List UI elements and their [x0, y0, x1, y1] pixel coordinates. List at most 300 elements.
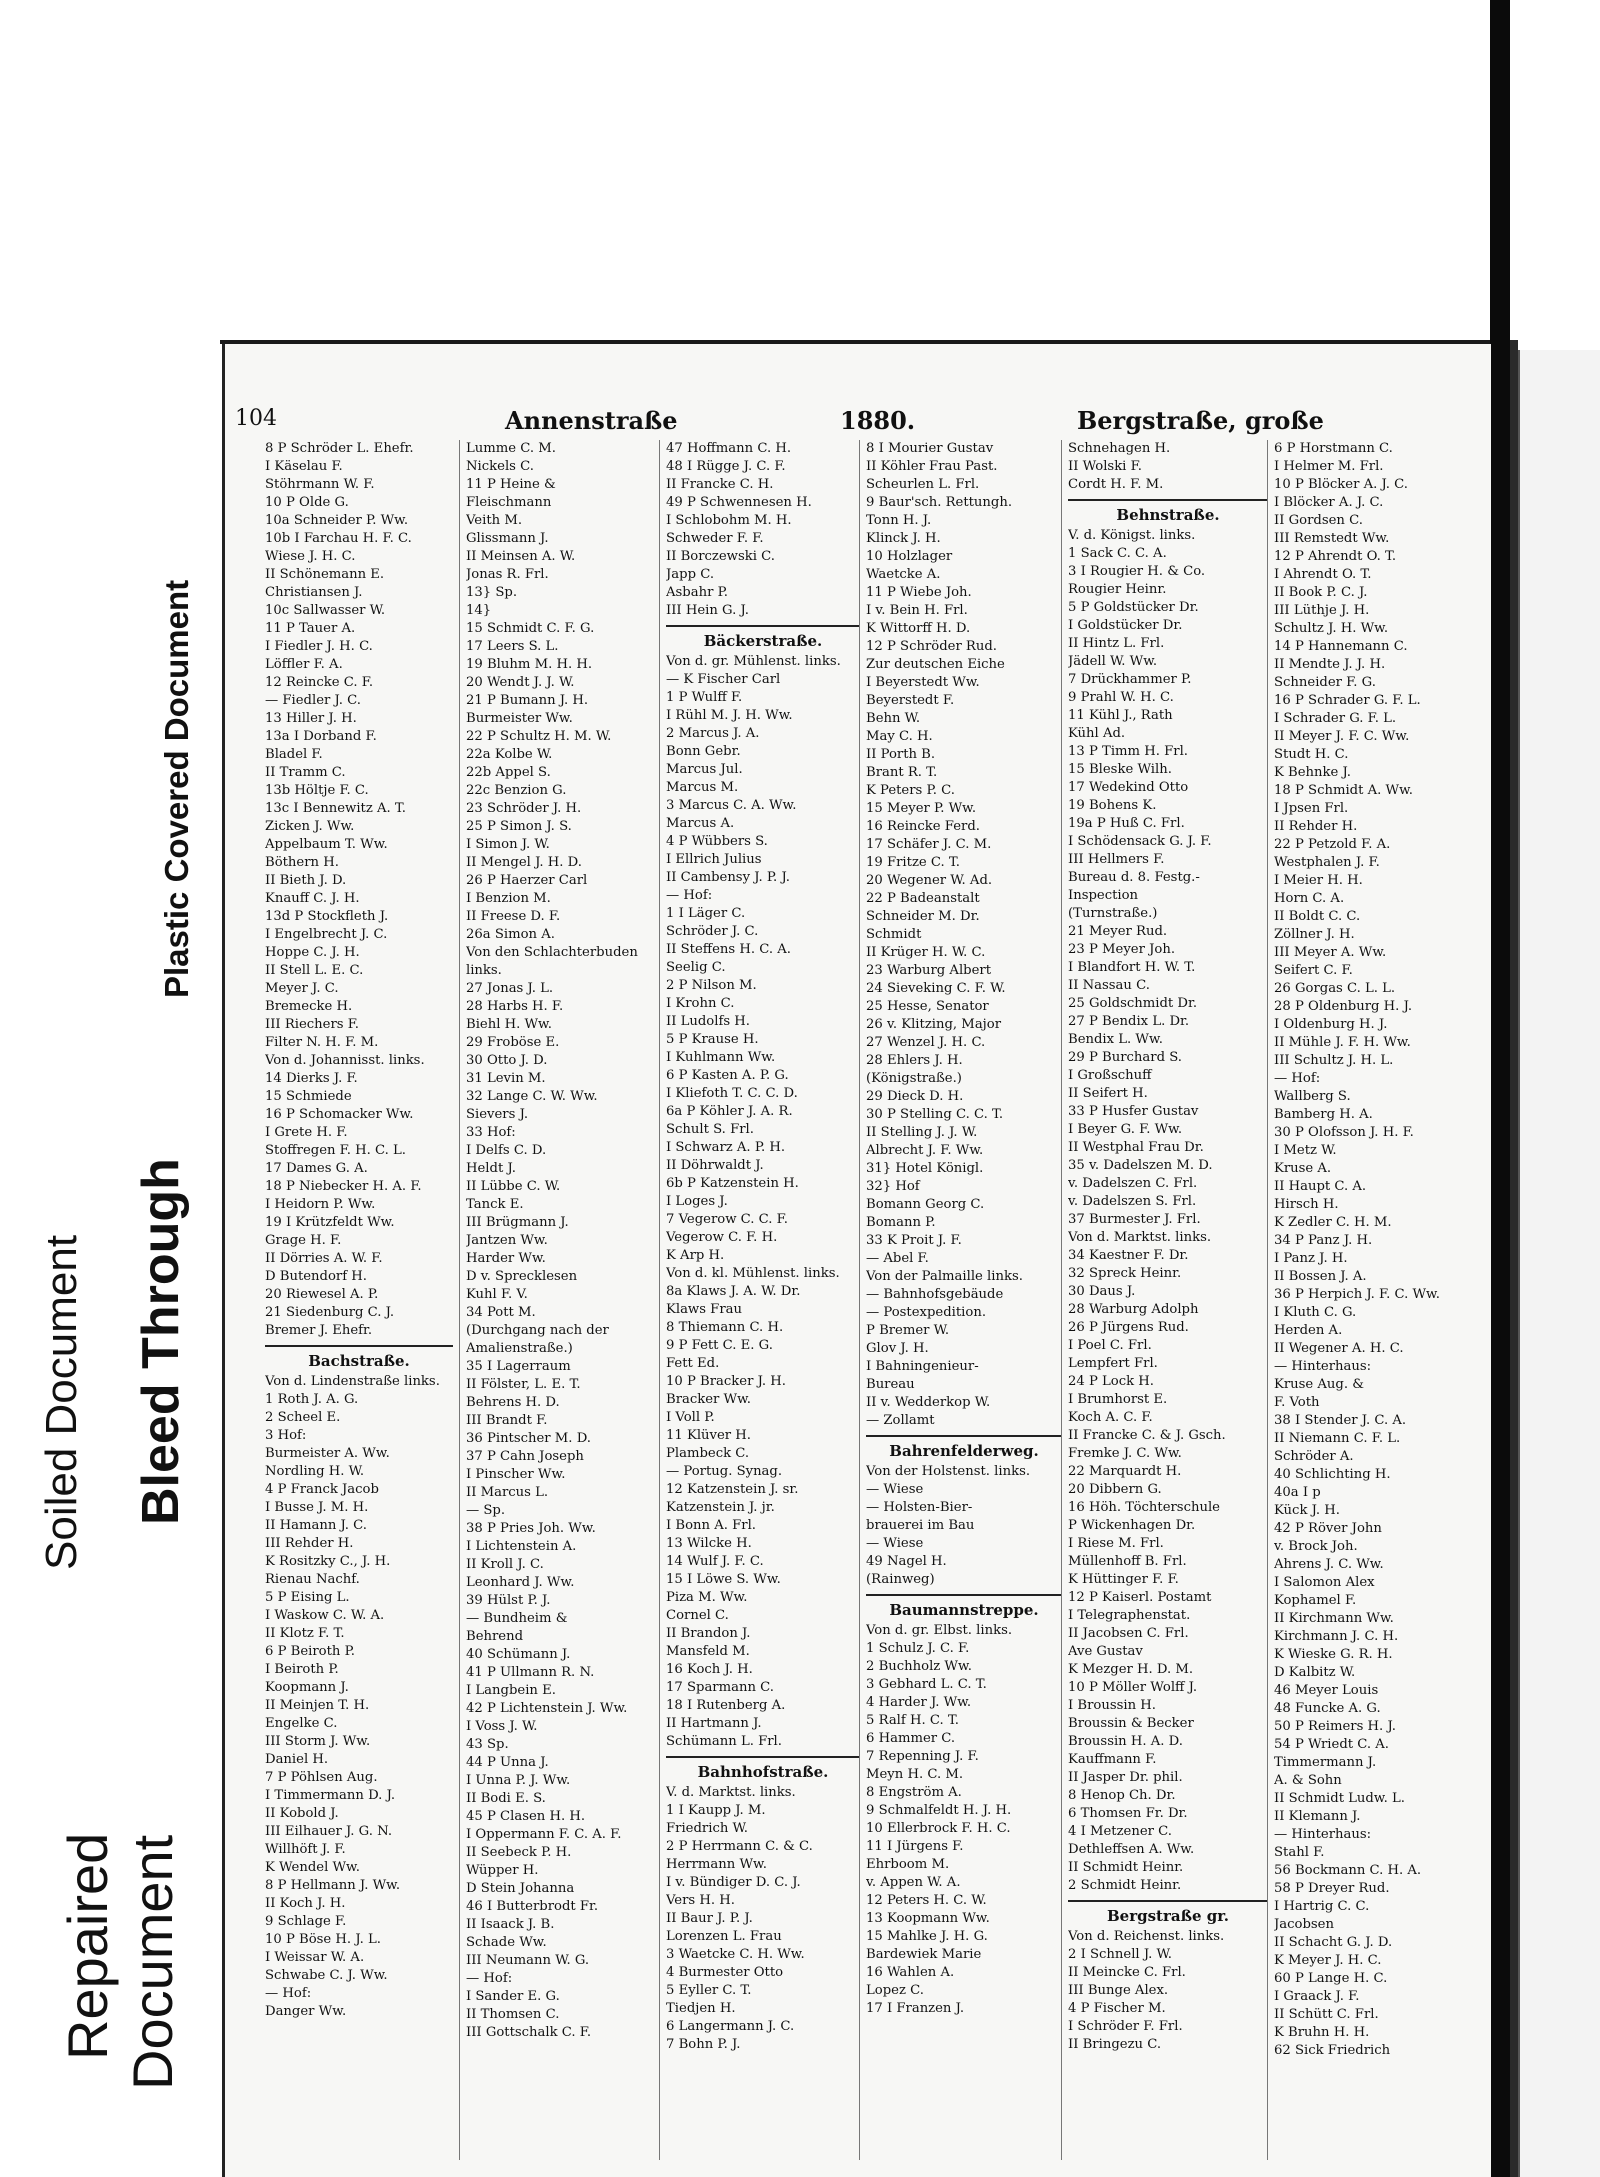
directory-entry: Kauffmann F. — [1068, 1752, 1157, 1767]
directory-entry: 40a I p — [1274, 1485, 1321, 1500]
directory-entry: Biehl H. Ww. — [466, 1017, 552, 1032]
directory-entry: D Stein Johanna — [466, 1881, 575, 1896]
directory-entry: 2 Buchholz Ww. — [866, 1659, 972, 1674]
directory-entry: — Portug. Synag. — [666, 1464, 783, 1479]
directory-entry: II Lübbe C. W. — [466, 1179, 561, 1194]
directory-entry: 20 Wegener W. Ad. — [866, 873, 993, 888]
directory-entry: I Engelbrecht J. C. — [265, 927, 388, 942]
directory-entry: 6 P Kasten A. P. G. — [666, 1068, 789, 1083]
directory-entry: 8 P Schröder L. Ehefr. — [265, 441, 414, 456]
directory-entry: II Koch J. H. — [265, 1896, 346, 1911]
directory-entry: 20 Riewesel A. P. — [265, 1287, 379, 1302]
directory-entry: 27 Jonas J. L. — [466, 981, 554, 996]
directory-entry: Filter N. H. F. M. — [265, 1035, 379, 1050]
directory-entry: Fett Ed. — [666, 1356, 720, 1371]
directory-entry: 22 P Petzold F. A. — [1274, 837, 1391, 852]
directory-entry: K Zedler C. H. M. — [1274, 1215, 1392, 1230]
directory-entry: Stahl F. — [1274, 1845, 1325, 1860]
directory-entry: 7 Drückhammer P. — [1068, 672, 1192, 687]
label-repaired-line1: Repaired — [56, 1832, 119, 2060]
directory-entry: Katzenstein J. jr. — [666, 1500, 775, 1515]
directory-entry: 4 Burmester Otto — [666, 1965, 784, 1980]
directory-entry: 2 P Nilson M. — [666, 978, 757, 993]
directory-entry: II Schacht G. J. D. — [1274, 1935, 1393, 1950]
directory-entry: — Sp. — [466, 1503, 506, 1518]
directory-entry: 23 Warburg Albert — [866, 963, 992, 978]
directory-entry: 10 P Möller Wolff J. — [1068, 1680, 1198, 1695]
directory-entry: — Postexpedition. — [866, 1305, 987, 1320]
directory-entry: K Wieske G. R. H. — [1274, 1647, 1393, 1662]
directory-entry: Wüpper H. — [466, 1863, 539, 1878]
directory-entry: II Seifert H. — [1068, 1086, 1148, 1101]
directory-entry: III Remstedt Ww. — [1274, 531, 1390, 546]
directory-entry: v. Appen W. A. — [866, 1875, 961, 1890]
directory-entry: 36 P Herpich J. F. C. Ww. — [1274, 1287, 1440, 1302]
directory-entry: 16 P Schrader G. F. L. — [1274, 693, 1421, 708]
directory-entry: 3 Hof: — [265, 1428, 307, 1443]
directory-entry: Willhöft J. F. — [265, 1842, 346, 1857]
directory-entry: Mansfeld M. — [666, 1644, 750, 1659]
directory-entry: 10 Holzlager — [866, 549, 953, 564]
directory-entry: Von der Palmaille links. — [866, 1269, 1023, 1284]
directory-entry: II Meincke C. Frl. — [1068, 1965, 1186, 1980]
directory-entry: Lopez C. — [866, 1983, 924, 1998]
directory-entry: Von d. Lindenstraße links. — [265, 1374, 440, 1389]
directory-entry: K Wendel Ww. — [265, 1860, 360, 1875]
directory-entry: — Wiese — [866, 1536, 924, 1551]
directory-entry: 34 Kaestner F. Dr. — [1068, 1248, 1189, 1263]
directory-entry: v. Brock Joh. — [1274, 1539, 1358, 1554]
directory-entry: Lempfert Frl. — [1068, 1356, 1158, 1371]
directory-entry: Bureau — [866, 1377, 915, 1392]
street-heading: Behnstraße. — [1068, 499, 1268, 524]
directory-entry: II Ludolfs H. — [666, 1014, 750, 1029]
directory-entry: (Rainweg) — [866, 1572, 935, 1587]
directory-entry: 33 Hof: — [466, 1125, 516, 1140]
directory-entry: 2 I Schnell J. W. — [1068, 1947, 1172, 1962]
directory-entry: Grage H. F. — [265, 1233, 342, 1248]
directory-entry: Burmeister A. Ww. — [265, 1446, 390, 1461]
directory-entry: Von d. gr. Mühlenst. links. — [666, 654, 841, 669]
directory-entry: Behrend — [466, 1629, 524, 1644]
directory-entry: 22 P Schultz H. M. W. — [466, 729, 612, 744]
directory-entry: 31 Levin M. — [466, 1071, 546, 1086]
directory-entry: Behrens H. D. — [466, 1395, 560, 1410]
directory-entry: — Hof: — [666, 888, 713, 903]
directory-entry: 15 Bleske Wilh. — [1068, 762, 1172, 777]
directory-entry: I Schröder F. Frl. — [1068, 2019, 1183, 2034]
directory-entry: 8 Engström A. — [866, 1785, 962, 1800]
directory-entry: 14 Dierks J. F. — [265, 1071, 358, 1086]
directory-entry: II Wegener A. H. C. — [1274, 1341, 1404, 1356]
directory-entry: (Königstraße.) — [866, 1071, 962, 1086]
directory-entry: 32} Hof — [866, 1179, 920, 1194]
directory-entry: 5 P Krause H. — [666, 1032, 759, 1047]
directory-entry: II Meinsen A. W. — [466, 549, 576, 564]
directory-entry: 28 P Oldenburg H. J. — [1274, 999, 1413, 1014]
directory-entry: Hirsch H. — [1274, 1197, 1339, 1212]
directory-entry: Stoffregen F. H. C. L. — [265, 1143, 406, 1158]
directory-entry: 22a Kolbe W. — [466, 747, 553, 762]
directory-entry: II Bieth J. D. — [265, 873, 347, 888]
column-2 — [459, 440, 660, 2160]
street-heading: Bergstraße gr. — [1068, 1900, 1268, 1925]
directory-entry: 1 Roth J. A. G. — [265, 1392, 359, 1407]
directory-entry: Hoppe C. J. H. — [265, 945, 360, 960]
directory-entry: Vegerow C. F. H. — [666, 1230, 778, 1245]
directory-entry: I Poel C. Frl. — [1068, 1338, 1152, 1353]
directory-entry: I v. Bündiger D. C. J. — [666, 1875, 801, 1890]
directory-entry: Von d. Reichenst. links. — [1068, 1929, 1225, 1944]
directory-entry: 13 Wilcke H. — [666, 1536, 752, 1551]
directory-entry: I Sander E. G. — [466, 1989, 560, 2004]
directory-entry: 11 Klüver H. — [666, 1428, 751, 1443]
directory-entry: Brant R. T. — [866, 765, 938, 780]
directory-entry: II Bringezu C. — [1068, 2037, 1162, 2052]
directory-entry: — Wiese — [866, 1482, 924, 1497]
directory-entry: 60 P Lange H. C. — [1274, 1971, 1388, 1986]
directory-entry: — Hof: — [466, 1971, 513, 1986]
directory-entry: 26 v. Klitzing, Major — [866, 1017, 1002, 1032]
directory-entry: 11 P Tauer A. — [265, 621, 356, 636]
directory-entry: II Haupt C. A. — [1274, 1179, 1367, 1194]
directory-entry: I Goldstücker Dr. — [1068, 618, 1183, 633]
directory-entry: Klinck J. H. — [866, 531, 941, 546]
directory-entry: 13 Koopmann Ww. — [866, 1911, 990, 1926]
directory-entry: Knauff C. J. H. — [265, 891, 360, 906]
directory-entry: Koch A. C. F. — [1068, 1410, 1153, 1425]
directory-entry: Seifert C. F. — [1274, 963, 1353, 978]
directory-entry: 4 P Franck Jacob — [265, 1482, 379, 1497]
directory-entry: 38 P Pries Joh. Ww. — [466, 1521, 596, 1536]
directory-entry: II Seebeck P. H. — [466, 1845, 572, 1860]
directory-entry: II Schmidt Heinr. — [1068, 1860, 1184, 1875]
directory-entry: 54 P Wriedt C. A. — [1274, 1737, 1389, 1752]
directory-entry: II Niemann C. F. L. — [1274, 1431, 1401, 1446]
directory-entry: 31} Hotel Königl. — [866, 1161, 984, 1176]
directory-entry: Ahrens J. C. Ww. — [1274, 1557, 1384, 1572]
directory-entry: II Wolski F. — [1068, 459, 1142, 474]
directory-entry: 2 Marcus J. A. — [666, 726, 760, 741]
directory-entry: Glissmann J. — [466, 531, 549, 546]
directory-entry: 49 P Schwennesen H. — [666, 495, 812, 510]
directory-entry: 37 Burmester J. Frl. — [1068, 1212, 1201, 1227]
directory-entry: II Bodi E. S. — [466, 1791, 546, 1806]
directory-entry: 24 Sieveking C. F. W. — [866, 981, 1006, 996]
page-year: 1880. — [840, 406, 916, 435]
directory-entry: I Blandfort H. W. T. — [1068, 960, 1196, 975]
directory-entry: Bomann Georg C. — [866, 1197, 985, 1212]
directory-entry: Kruse A. — [1274, 1161, 1332, 1176]
directory-entry: Dethleffsen A. Ww. — [1068, 1842, 1195, 1857]
directory-entry: I Grete H. F. — [265, 1125, 348, 1140]
directory-entry: 34 Pott M. — [466, 1305, 536, 1320]
directory-entry: 20 Dibbern G. — [1068, 1482, 1162, 1497]
directory-entry: 15 Schmidt C. F. G. — [466, 621, 595, 636]
directory-entry: I Beiroth P. — [265, 1662, 339, 1677]
directory-entry: II Thomsen C. — [466, 2007, 560, 2022]
directory-entry: 12 Reincke C. F. — [265, 675, 374, 690]
directory-entry: I Graack J. F. — [1274, 1989, 1360, 2004]
directory-entry: I Helmer M. Frl. — [1274, 459, 1384, 474]
directory-entry: — K Fischer Carl — [666, 672, 781, 687]
directory-entry: Schröder J. C. — [666, 924, 759, 939]
directory-entry: Waetcke A. — [866, 567, 941, 582]
directory-entry: 14} — [466, 603, 492, 618]
directory-entry: II Krüger H. W. C. — [866, 945, 986, 960]
gutter-shadow — [1490, 0, 1510, 2177]
directory-entry: II Jasper Dr. phil. — [1068, 1770, 1183, 1785]
directory-entry: links. — [466, 963, 502, 978]
directory-entry: Von d. gr. Elbst. links. — [866, 1623, 1013, 1638]
directory-entry: Beyerstedt F. — [866, 693, 955, 708]
label-soiled-document: Soiled Document — [37, 1234, 86, 1570]
directory-entry: Meyer J. C. — [265, 981, 339, 996]
directory-entry: 5 Ralf H. C. T. — [866, 1713, 959, 1728]
directory-entry: Fremke J. C. Ww. — [1068, 1446, 1182, 1461]
directory-entry: 62 Sick Friedrich — [1274, 2043, 1391, 2058]
street-heading: Bahnhofstraße. — [666, 1756, 860, 1781]
directory-entry: 2 Scheel E. — [265, 1410, 341, 1425]
directory-entry: D v. Sprecklesen — [466, 1269, 578, 1284]
directory-entry: 16 Höh. Töchterschule — [1068, 1500, 1220, 1515]
directory-entry: 10 P Bracker J. H. — [666, 1374, 786, 1389]
directory-entry: P Wickenhagen Dr. — [1068, 1518, 1196, 1533]
directory-entry: 6a P Köhler J. A. R. — [666, 1104, 793, 1119]
directory-entry: 19 Fritze C. T. — [866, 855, 960, 870]
directory-entry: 22c Benzion G. — [466, 783, 567, 798]
label-repaired-line2: Document — [121, 1834, 184, 2090]
directory-entry: brauerei im Bau — [866, 1518, 975, 1533]
directory-entry: Harder Ww. — [466, 1251, 546, 1266]
directory-entry: Cornel C. — [666, 1608, 729, 1623]
directory-entry: 17 I Franzen J. — [866, 2001, 965, 2016]
directory-entry: II Stelling J. J. W. — [866, 1125, 978, 1140]
directory-entry: Kuhl F. V. — [466, 1287, 528, 1302]
directory-entry: Timmermann J. — [1274, 1755, 1377, 1770]
directory-entry: Nordling H. W. — [265, 1464, 365, 1479]
directory-entry: 10b I Farchau H. F. C. — [265, 531, 412, 546]
directory-entry: Nickels C. — [466, 459, 534, 474]
directory-entry: 24 P Lock H. — [1068, 1374, 1154, 1389]
directory-entry: 30 Daus J. — [1068, 1284, 1136, 1299]
directory-entry: 26a Simon A. — [466, 927, 555, 942]
directory-entry: 6 P Beiroth P. — [265, 1644, 355, 1659]
directory-entry: I Delfs C. D. — [466, 1143, 547, 1158]
directory-entry: I Käselau F. — [265, 459, 343, 474]
directory-entry: II Baur J. P. J. — [666, 1911, 753, 1926]
directory-entry: I Meier H. H. — [1274, 873, 1363, 888]
directory-entry: 56 Bockmann C. H. A. — [1274, 1863, 1422, 1878]
directory-entry: 34 P Panz J. H. — [1274, 1233, 1373, 1248]
directory-entry: 44 P Unna J. — [466, 1755, 549, 1770]
directory-entry: Von d. Marktst. links. — [1068, 1230, 1212, 1245]
directory-entry: Müllenhoff B. Frl. — [1068, 1554, 1187, 1569]
directory-entry: I Beyer G. F. Ww. — [1068, 1122, 1183, 1137]
page-header — [225, 406, 1491, 438]
directory-entry: 41 P Ullmann R. N. — [466, 1665, 595, 1680]
directory-entry: I Kuhlmann Ww. — [666, 1050, 776, 1065]
directory-entry: Marcus A. — [666, 816, 735, 831]
directory-entry: Broussin & Becker — [1068, 1716, 1194, 1731]
directory-entry: Rienau Nachf. — [265, 1572, 360, 1587]
directory-entry: I Kliefoth T. C. C. D. — [666, 1086, 798, 1101]
directory-entry: III Rehder H. — [265, 1536, 354, 1551]
directory-entry: 15 I Löwe S. Ww. — [666, 1572, 781, 1587]
directory-entry: 20 Wendt J. J. W. — [466, 675, 575, 690]
directory-entry: Leonhard J. Ww. — [466, 1575, 575, 1590]
directory-entry: Tanck E. — [466, 1197, 524, 1212]
directory-entry: Böthern H. — [265, 855, 339, 870]
directory-entry: — Hof: — [265, 1986, 312, 2001]
directory-entry: II Book P. C. J. — [1274, 585, 1368, 600]
directory-entry: D Butendorf H. — [265, 1269, 367, 1284]
directory-entry: Bladel F. — [265, 747, 323, 762]
directory-entry: 22b Appel S. — [466, 765, 551, 780]
directory-entry: II Döhrwaldt J. — [666, 1158, 764, 1173]
directory-entry: II Boldt C. C. — [1274, 909, 1361, 924]
street-heading: Bahrenfelderweg. — [866, 1435, 1062, 1460]
directory-entry: I Ellrich Julius — [666, 852, 762, 867]
directory-entry: 13 Hiller J. H. — [265, 711, 357, 726]
directory-entry: 12 P Ahrendt O. T. — [1274, 549, 1397, 564]
directory-entry: Schade Ww. — [466, 1935, 547, 1950]
directory-entry: K Bruhn H. H. — [1274, 2025, 1370, 2040]
directory-entry: 10a Schneider P. Ww. — [265, 513, 409, 528]
directory-entry: 40 Schlichting H. — [1274, 1467, 1391, 1482]
directory-entry: II Francke C. & J. Gsch. — [1068, 1428, 1226, 1443]
directory-entry: Behn W. — [866, 711, 921, 726]
directory-entry: II Mendte J. J. H. — [1274, 657, 1386, 672]
directory-entry: V. d. Marktst. links. — [666, 1785, 796, 1800]
directory-entry: — Holsten-Bier- — [866, 1500, 973, 1515]
directory-entry: 11 P Wiebe Joh. — [866, 585, 972, 600]
directory-entry: III Hein G. J. — [666, 603, 749, 618]
directory-entry: A. & Sohn — [1274, 1773, 1342, 1788]
directory-entry: II Hartmann J. — [666, 1716, 762, 1731]
directory-entry: Friedrich W. — [666, 1821, 748, 1836]
directory-entry: Tiedjen H. — [666, 2001, 736, 2016]
directory-entry: 33 K Proit J. F. — [866, 1233, 962, 1248]
directory-entry: I v. Bein H. Frl. — [866, 603, 968, 618]
directory-entry: Marcus Jul. — [666, 762, 743, 777]
directory-entry: Bonn Gebr. — [666, 744, 741, 759]
directory-entry: I Bonn A. Frl. — [666, 1518, 756, 1533]
directory-entry: Ave Gustav — [1068, 1644, 1143, 1659]
directory-entry: II Nassau C. — [1068, 978, 1150, 993]
directory-entry: 13a I Dorband F. — [265, 729, 377, 744]
directory-entry: Bracker Ww. — [666, 1392, 752, 1407]
scan-frame-right — [1510, 340, 1518, 2177]
directory-entry: II Stell L. E. C. — [265, 963, 364, 978]
directory-page — [222, 344, 1491, 2177]
directory-entry: II Porth B. — [866, 747, 936, 762]
directory-entry: 25 P Simon J. S. — [466, 819, 572, 834]
directory-entry: II Jacobsen C. Frl. — [1068, 1626, 1189, 1641]
directory-entry: Fleischmann — [466, 495, 552, 510]
directory-entry: I Oldenburg H. J. — [1274, 1017, 1388, 1032]
directory-entry: 9 Prahl W. H. C. — [1068, 690, 1174, 705]
directory-entry: 50 P Reimers H. J. — [1274, 1719, 1396, 1734]
directory-entry: 6 P Horstmann C. — [1274, 441, 1393, 456]
directory-entry: I Schwarz A. P. H. — [666, 1140, 786, 1155]
directory-entry: I Riese M. Frl. — [1068, 1536, 1164, 1551]
directory-entry: III Neumann W. G. — [466, 1953, 590, 1968]
directory-entry: I Broussin H. — [1068, 1698, 1156, 1713]
directory-entry: May C. H. — [866, 729, 933, 744]
directory-entry: 29 P Burchard S. — [1068, 1050, 1182, 1065]
directory-entry: — Bundheim & — [466, 1611, 568, 1626]
directory-entry: Kühl Ad. — [1068, 726, 1126, 741]
directory-entry: I Langbein E. — [466, 1683, 556, 1698]
page-title-right: Bergstraße, große — [1077, 406, 1324, 435]
directory-entry: Plambeck C. — [666, 1446, 750, 1461]
directory-entry: 8 Thiemann C. H. — [666, 1320, 784, 1335]
directory-entry: Veith M. — [466, 513, 523, 528]
directory-entry: 4 P Fischer M. — [1068, 2001, 1166, 2016]
directory-entry: Bremer J. Ehefr. — [265, 1323, 373, 1338]
directory-entry: II Westphal Frau Dr. — [1068, 1140, 1204, 1155]
directory-entry: 8a Klaws J. A. W. Dr. — [666, 1284, 801, 1299]
directory-entry: Heldt J. — [466, 1161, 516, 1176]
directory-entry: 4 P Wübbers S. — [666, 834, 768, 849]
directory-entry: III Gottschalk C. F. — [466, 2025, 592, 2040]
directory-entry: 26 P Jürgens Rud. — [1068, 1320, 1189, 1335]
directory-entry: 3 I Rougier H. & Co. — [1068, 564, 1206, 579]
directory-entry: 1 P Wulff F. — [666, 690, 743, 705]
directory-entry: 1 I Kaupp J. M. — [666, 1803, 766, 1818]
directory-entry: I Ahrendt O. T. — [1274, 567, 1372, 582]
street-heading: Bachstraße. — [265, 1345, 453, 1370]
directory-entry: I Benzion M. — [466, 891, 551, 906]
directory-entry: I Fiedler J. H. C. — [265, 639, 373, 654]
directory-entry: 47 Hoffmann C. H. — [666, 441, 792, 456]
directory-entry: II Cambensy J. P. J. — [666, 870, 790, 885]
directory-entry: II Klotz F. T. — [265, 1626, 345, 1641]
directory-entry: Scheurlen L. Frl. — [866, 477, 980, 492]
directory-entry: — Hinterhaus: — [1274, 1359, 1372, 1374]
directory-entry: I Heidorn P. Ww. — [265, 1197, 376, 1212]
directory-entry: Bamberg H. A. — [1274, 1107, 1373, 1122]
directory-entry: III Meyer A. Ww. — [1274, 945, 1387, 960]
column-6 — [1267, 440, 1474, 2160]
directory-entry: 18 P Niebecker H. A. F. — [265, 1179, 422, 1194]
directory-entry: II v. Wedderkop W. — [866, 1395, 991, 1410]
directory-entry: 17 Wedekind Otto — [1068, 780, 1189, 795]
directory-entry: II Mengel J. H. D. — [466, 855, 582, 870]
column-5 — [1061, 440, 1268, 2160]
directory-entry: Ehrboom M. — [866, 1857, 950, 1872]
directory-entry: Bureau d. 8. Festg.- — [1068, 870, 1200, 885]
directory-entry: I Pinscher Ww. — [466, 1467, 566, 1482]
directory-entry: Schröder A. — [1274, 1449, 1354, 1464]
directory-entry: 19 I Krützfeldt Ww. — [265, 1215, 395, 1230]
directory-entry: K Wittorff H. D. — [866, 621, 971, 636]
directory-entry: Bendix L. Ww. — [1068, 1032, 1163, 1047]
directory-entry: 7 P Pöhlsen Aug. — [265, 1770, 378, 1785]
directory-entry: — Fiedler J. C. — [265, 693, 361, 708]
directory-entry: Horn C. A. — [1274, 891, 1345, 906]
directory-entry: 27 P Bendix L. Dr. — [1068, 1014, 1190, 1029]
street-heading: Baumannstreppe. — [866, 1594, 1062, 1619]
directory-entry: 3 Gebhard L. C. T. — [866, 1677, 987, 1692]
directory-entry: 46 Meyer Louis — [1274, 1683, 1379, 1698]
directory-entry: 30 P Stelling C. C. T. — [866, 1107, 1004, 1122]
directory-entry: Asbahr P. — [666, 585, 728, 600]
directory-entry: Bardewiek Marie — [866, 1947, 982, 1962]
directory-entry: Koopmann J. — [265, 1680, 349, 1695]
directory-entry: 9 P Fett C. E. G. — [666, 1338, 773, 1353]
